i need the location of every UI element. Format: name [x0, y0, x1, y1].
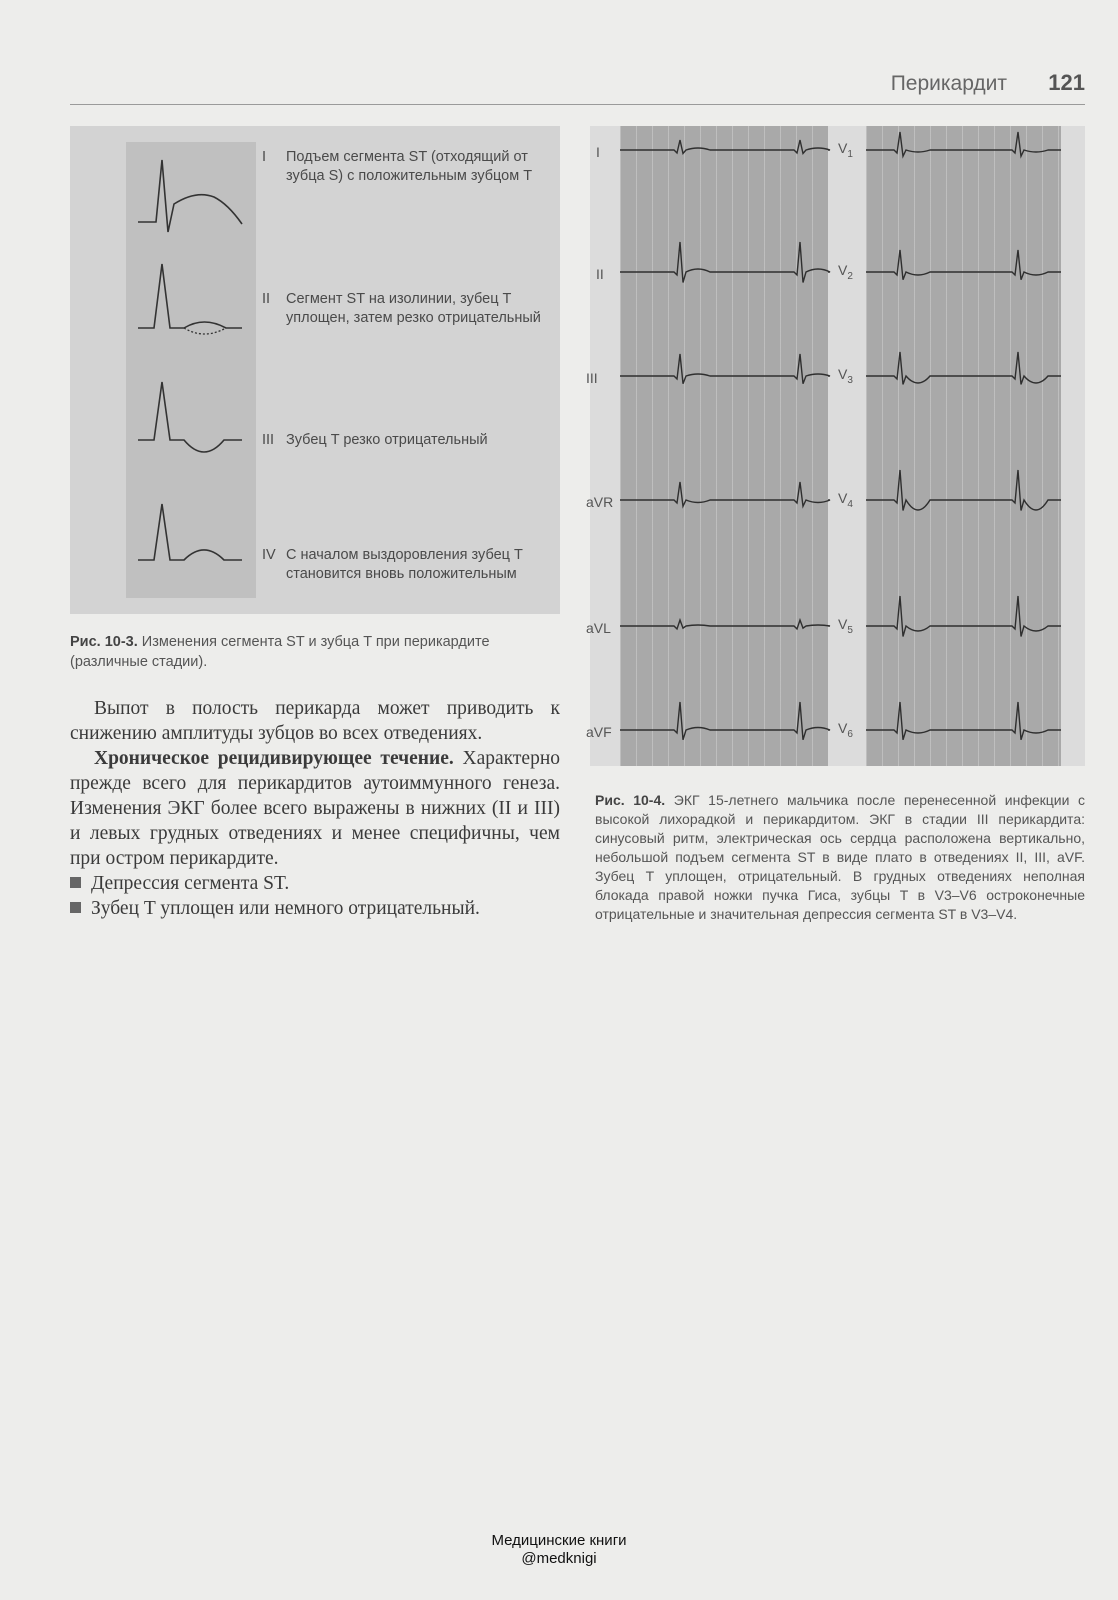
lead-label-v5: $V_5$ — [838, 616, 853, 636]
limb-trace-avf — [620, 702, 830, 740]
stage-2-waveform — [126, 260, 256, 350]
lead-label-avl: aVL — [586, 620, 611, 636]
stage-3-label: III Зубец T резко отрицательный — [262, 432, 488, 448]
chest-trace-v2 — [866, 250, 1061, 280]
paragraph: Выпот в полость перикарда может приводить к снижению амплитуды зубцов во всех отведениях. — [70, 698, 560, 744]
lead-label-i: I — [596, 144, 600, 160]
stage-4-label: IV С началом выздоровления зубец T становится вновь положительным — [262, 547, 523, 582]
stage-2-label: II Сегмент ST на изолинии, зубец T уплощен, затем резко отрицательный — [262, 291, 541, 326]
body-text — [70, 696, 560, 921]
stage-4-waveform — [126, 498, 256, 588]
lead-label-ii: II — [596, 266, 604, 282]
list-item: Депрессия сегмента ST. — [70, 871, 560, 896]
lead-label-avr: aVR — [586, 494, 614, 510]
chest-trace-v5 — [866, 596, 1061, 637]
chapter-title: Перикардит — [890, 72, 1007, 95]
chest-trace-v3 — [866, 352, 1061, 384]
limb-trace-i — [620, 140, 830, 154]
lead-label-avf: aVF — [586, 724, 612, 740]
lead-label-v4: $V_4$ — [838, 490, 853, 510]
lead-label-iii: III — [586, 370, 598, 386]
list-item: Зубец T уплощен или немного отрицательный. — [70, 896, 560, 921]
bullet-square-icon — [70, 902, 81, 913]
stage-1-waveform — [126, 152, 256, 242]
chest-trace-v1 — [866, 132, 1061, 156]
limb-trace-avr — [620, 482, 830, 506]
chest-trace-v6 — [866, 702, 1061, 740]
lead-label-v6: $V_6$ — [838, 720, 853, 740]
figure-10-4-ecg — [586, 126, 1085, 766]
figure-10-3 — [70, 126, 560, 614]
watermark: Медицинские книги @medknigi — [491, 1532, 627, 1567]
stage-3-waveform — [126, 380, 256, 470]
figure-10-4-caption: Рис. 10-4. ЭКГ 15-летнего мальчика после перенесенной инфекции с высокой лихорадкой и перикардитом. ЭКГ в стадии III перикардита: синусовый ритм, электрическая ось сердца расположена вертикально, небольшой подъем сегмента ST в виде плато в отведениях II, III, aVF. Зубец T уплощен, отрицательный. В грудных отведениях неполная блокада правой ножки пучка Гиса, зубцы T в V3–V6 остроконечные отрицательные и значительная депрессия сегмента ST в V3–V4. — [595, 792, 1086, 922]
chest-trace-v4 — [866, 470, 1061, 511]
limb-trace-ii — [620, 242, 830, 283]
ecg-traces — [590, 126, 1085, 766]
section-heading: Хроническое рецидивирующее течение. — [94, 748, 454, 769]
running-header — [70, 70, 1085, 105]
lead-label-v2: $V_2$ — [838, 262, 853, 282]
lead-label-v1: $V_1$ — [838, 140, 853, 160]
page-number: 121 — [1048, 70, 1085, 95]
figure-10-3-caption: Рис. 10-3. Изменения сегмента ST и зубца T при перикардите (различные стадии). — [70, 634, 490, 670]
stage-1-label: I Подъем сегмента ST (отходящий от зубца S) с положительным зубцом T — [262, 149, 533, 184]
limb-trace-iii — [620, 354, 830, 384]
bullet-square-icon — [70, 877, 81, 888]
waveform-panel — [126, 142, 256, 598]
lead-label-v3: $V_3$ — [838, 366, 853, 386]
paragraph: Хроническое рецидивирующее течение. Характерно прежде всего для перикардитов аутоиммунного генеза. Изменения ЭКГ более всего выражены в нижних (II и III) и левых грудных отведениях и менее специфичны, чем при остром перикардите. — [70, 748, 561, 869]
limb-trace-avl — [620, 620, 830, 629]
